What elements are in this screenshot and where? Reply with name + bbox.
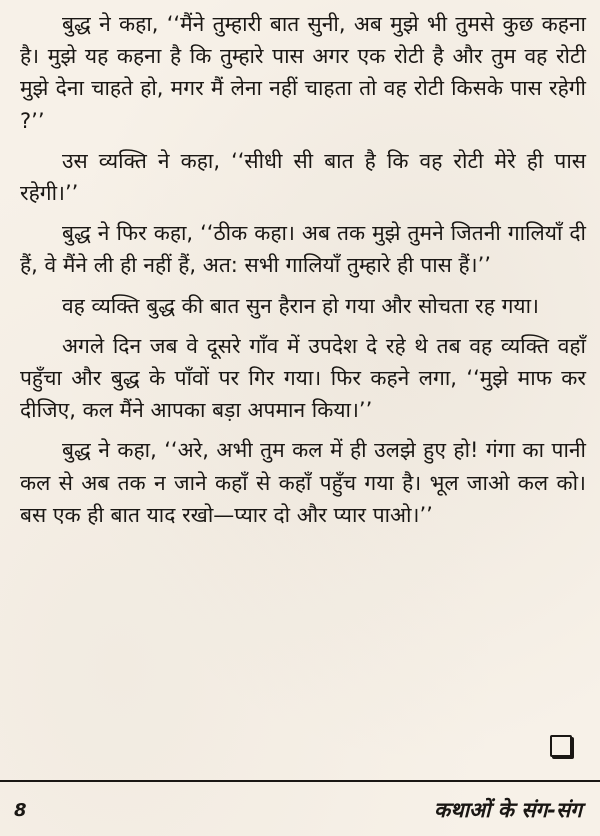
paragraph-1: बुद्ध ने कहा, ‘‘मैंने तुम्हारी बात सुनी, अब मुझे भी तुमसे कुछ कहना है। मुझे यह कहना है कि तुम्हारे पास अगर एक रोटी है और तुम वह रोटी मुझे देना चाहते हो, मगर मैं लेना नहीं चाहता तो वह रोटी किसके पास रहेगी ?’’ xyxy=(20,12,586,133)
paragraph-2: उस व्यक्ति ने कहा, ‘‘सीधी सी बात है कि वह रोटी मेरे ही पास रहेगी।’’ xyxy=(20,148,586,206)
paragraph-5: अगले दिन जब वे दूसरे गाँव में उपदेश दे रहे थे तब वह व्यक्ति वहाँ पहुँचा और बुद्ध के पाँवों पर गिर गया। फिर कहने लगा, ‘‘मुझे माफ कर दीजिए, कल मैंने आपका बड़ा अपमान किया।’’ xyxy=(20,333,586,423)
page-number: 8 xyxy=(14,800,27,821)
paragraph-4: वह व्यक्ति बुद्ध की बात सुन हैरान हो गया और सोचता रह गया। xyxy=(62,293,540,318)
paragraph-6: बुद्ध ने कहा, ‘‘अरे, अभी तुम कल में ही उलझे हुए हो! गंगा का पानी कल से अब तक न जाने कहाँ से कहाँ पहुँच गया है। भूल जाओ कल को। बस एक ही बात याद रखो—प्यार दो और प्यार पाओ।’’ xyxy=(20,438,586,527)
running-footer-title: कथाओं के संग-संग xyxy=(434,798,582,822)
footer-divider xyxy=(0,780,600,782)
end-of-story-box-icon xyxy=(550,735,572,757)
paragraph-3: बुद्ध ने फिर कहा, ‘‘ठीक कहा। अब तक मुझे तुमने जितनी गालियाँ दी हैं, वे मैंने ली ही नहीं हैं, अत: सभी गालियाँ तुम्हारे ही पास हैं।’’ xyxy=(20,221,586,278)
story-text xyxy=(20,8,586,539)
